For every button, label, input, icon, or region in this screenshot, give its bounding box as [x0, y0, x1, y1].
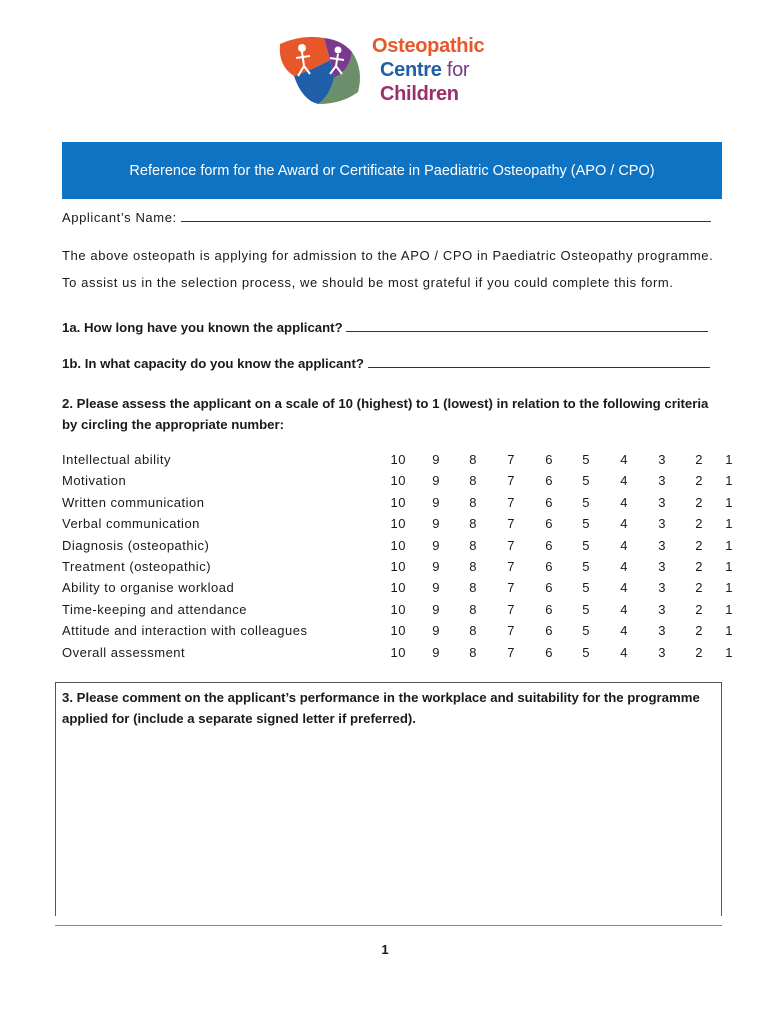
rating-option[interactable]: 2 — [695, 494, 703, 510]
rating-option[interactable]: 3 — [658, 473, 666, 489]
rating-option[interactable]: 6 — [545, 623, 553, 639]
rating-option[interactable]: 5 — [582, 494, 590, 510]
rating-option[interactable]: 4 — [620, 580, 628, 596]
logo-line2-text: Centre — [380, 59, 442, 81]
rating-option[interactable]: 1 — [725, 558, 733, 574]
rating-option[interactable]: 7 — [507, 537, 515, 553]
rating-option[interactable]: 5 — [582, 623, 590, 639]
rating-option[interactable]: 9 — [432, 558, 440, 574]
rating-row — [62, 558, 733, 580]
rating-option[interactable]: 5 — [582, 644, 590, 660]
rating-option[interactable]: 6 — [545, 473, 553, 489]
rating-option[interactable]: 1 — [725, 452, 733, 467]
rating-option[interactable]: 8 — [469, 494, 477, 510]
rating-option[interactable]: 2 — [695, 580, 703, 596]
rating-option[interactable]: 9 — [432, 580, 440, 596]
question-1a: 1a. How long have you known the applicant? — [62, 320, 343, 335]
rating-option[interactable]: 7 — [507, 516, 515, 532]
criterion-label: Treatment (osteopathic) — [62, 558, 212, 574]
rating-option[interactable]: 4 — [620, 644, 628, 660]
intro-line-1: The above osteopath is applying for admission to the APO / CPO in Paediatric Osteopathy programme. — [62, 248, 714, 263]
rating-option[interactable]: 5 — [582, 452, 590, 467]
rating-option[interactable]: 2 — [695, 644, 703, 660]
criterion-label: Ability to organise workload — [62, 580, 235, 596]
rating-option[interactable]: 1 — [725, 537, 733, 553]
rating-option[interactable]: 8 — [469, 601, 477, 617]
applicant-name-row — [62, 210, 711, 225]
question-1b-row — [62, 356, 710, 371]
intro-line-2: To assist us in the selection process, we should be most grateful if you could complete this form. — [62, 275, 674, 290]
rating-option[interactable]: 3 — [658, 494, 666, 510]
rating-option[interactable]: 3 — [658, 516, 666, 532]
rating-option[interactable]: 10 — [390, 537, 406, 553]
rating-row — [62, 623, 733, 644]
rating-option[interactable]: 6 — [545, 494, 553, 510]
rating-option[interactable]: 8 — [469, 516, 477, 532]
rating-option[interactable]: 2 — [695, 452, 703, 467]
question-1a-row — [62, 320, 708, 335]
rating-row — [62, 494, 733, 516]
rating-option[interactable]: 8 — [469, 473, 477, 489]
applicant-name-label: Applicant’s Name: — [62, 210, 177, 225]
rating-option[interactable]: 4 — [620, 537, 628, 553]
rating-option[interactable]: 5 — [582, 601, 590, 617]
question-1a-field[interactable] — [346, 320, 708, 332]
rating-option[interactable]: 6 — [545, 537, 553, 553]
rating-option[interactable]: 2 — [695, 623, 703, 639]
comments-box[interactable] — [55, 682, 722, 916]
rating-option[interactable]: 9 — [432, 644, 440, 660]
rating-option[interactable]: 3 — [658, 452, 666, 467]
rating-option[interactable]: 5 — [582, 580, 590, 596]
rating-option[interactable]: 10 — [390, 623, 406, 639]
rating-option[interactable]: 6 — [545, 644, 553, 660]
rating-option[interactable]: 8 — [469, 623, 477, 639]
rating-option[interactable]: 8 — [469, 644, 477, 660]
rating-option[interactable]: 5 — [582, 537, 590, 553]
criterion-label: Verbal communication — [62, 516, 200, 532]
rating-option[interactable]: 8 — [469, 558, 477, 574]
rating-option[interactable]: 7 — [507, 473, 515, 489]
rating-option[interactable]: 10 — [390, 558, 406, 574]
rating-option[interactable]: 9 — [432, 537, 440, 553]
rating-option[interactable]: 9 — [432, 494, 440, 510]
rating-option[interactable]: 2 — [695, 473, 703, 489]
rating-option[interactable]: 9 — [432, 601, 440, 617]
criterion-label: Attitude and interaction with colleagues — [62, 623, 308, 639]
rating-option[interactable]: 10 — [390, 644, 406, 660]
rating-option[interactable]: 3 — [658, 537, 666, 553]
rating-table — [62, 452, 733, 666]
rating-option[interactable]: 4 — [620, 494, 628, 510]
question-2: 2. Please assess the applicant on a scale of 10 (highest) to 1 (lowest) in relation to the following criteria by circling the appropriate number: — [62, 396, 709, 432]
rating-option[interactable]: 9 — [432, 623, 440, 639]
rating-row — [62, 537, 733, 559]
rating-option[interactable]: 5 — [582, 473, 590, 489]
criterion-label: Motivation — [62, 473, 127, 489]
rating-option[interactable]: 5 — [582, 558, 590, 574]
rating-row — [62, 644, 733, 666]
rating-option[interactable]: 6 — [545, 516, 553, 532]
rating-option[interactable]: 8 — [469, 452, 477, 467]
page-number: 1 — [381, 942, 389, 957]
rating-option[interactable]: 10 — [390, 580, 406, 596]
applicant-name-field[interactable] — [181, 210, 711, 222]
logo-text — [372, 34, 484, 106]
rating-row — [62, 516, 733, 537]
rating-option[interactable]: 3 — [658, 558, 666, 574]
rating-option[interactable]: 3 — [658, 601, 666, 617]
rating-option[interactable]: 1 — [725, 623, 733, 639]
logo-line3: Children — [380, 83, 459, 105]
form-title: Reference form for the Award or Certificate in Paediatric Osteopathy (APO / CPO) — [129, 162, 655, 179]
rating-option[interactable]: 1 — [725, 494, 733, 510]
rating-option[interactable]: 7 — [507, 494, 515, 510]
rating-option[interactable]: 10 — [390, 601, 406, 617]
rating-option[interactable]: 10 — [390, 473, 406, 489]
rating-row — [62, 580, 733, 601]
question-1b: 1b. In what capacity do you know the applicant? — [62, 356, 364, 371]
rating-option[interactable]: 10 — [390, 516, 406, 532]
rating-option[interactable]: 7 — [507, 558, 515, 574]
rating-option[interactable]: 1 — [725, 516, 733, 532]
rating-option[interactable]: 6 — [545, 580, 553, 596]
rating-option[interactable]: 1 — [725, 473, 733, 489]
rating-option[interactable]: 4 — [620, 558, 628, 574]
logo-figure-icon — [272, 30, 372, 108]
criterion-label: Written communication — [62, 494, 205, 510]
rating-option[interactable]: 7 — [507, 601, 515, 617]
rating-option[interactable]: 4 — [620, 601, 628, 617]
question-1b-field[interactable] — [368, 356, 710, 368]
rating-option[interactable]: 7 — [507, 580, 515, 596]
form-title-banner — [62, 142, 722, 199]
rating-option[interactable]: 9 — [432, 516, 440, 532]
rating-option[interactable]: 5 — [582, 516, 590, 532]
footer-divider — [55, 925, 722, 926]
rating-option[interactable]: 3 — [658, 580, 666, 596]
logo-line1: Osteopathic — [372, 35, 485, 57]
logo — [272, 30, 502, 108]
rating-option[interactable]: 7 — [507, 644, 515, 660]
rating-option[interactable]: 10 — [390, 494, 406, 510]
rating-option[interactable]: 10 — [390, 452, 406, 467]
rating-option[interactable]: 7 — [507, 623, 515, 639]
rating-option[interactable]: 3 — [658, 644, 666, 660]
criterion-label: Intellectual ability — [62, 452, 171, 467]
rating-option[interactable]: 6 — [545, 601, 553, 617]
rating-option[interactable]: 1 — [725, 644, 733, 660]
rating-option[interactable]: 6 — [545, 558, 553, 574]
criterion-label: Time-keeping and attendance — [62, 601, 248, 617]
rating-option[interactable]: 2 — [695, 601, 703, 617]
rating-option[interactable]: 4 — [620, 452, 628, 467]
rating-option[interactable]: 4 — [620, 516, 628, 532]
rating-row — [62, 601, 733, 623]
rating-option[interactable]: 3 — [658, 623, 666, 639]
rating-option[interactable]: 2 — [695, 516, 703, 532]
criterion-label: Diagnosis (osteopathic) — [62, 537, 210, 553]
logo-line2-for: for — [446, 59, 470, 81]
rating-option[interactable]: 1 — [725, 601, 733, 617]
rating-option[interactable]: 9 — [432, 452, 440, 467]
rating-option[interactable]: 4 — [620, 473, 628, 489]
question-3: 3. Please comment on the applicant’s performance in the workplace and suitability for the programme applied for (include a separate signed letter if preferred). — [62, 690, 700, 726]
rating-option[interactable]: 9 — [432, 473, 440, 489]
rating-option[interactable]: 4 — [620, 623, 628, 639]
rating-option[interactable]: 6 — [545, 452, 553, 467]
rating-option[interactable]: 2 — [695, 558, 703, 574]
rating-option[interactable]: 8 — [469, 537, 477, 553]
logo-line2 — [372, 58, 484, 82]
rating-option[interactable]: 1 — [725, 580, 733, 596]
rating-option[interactable]: 7 — [507, 452, 515, 467]
rating-row — [62, 452, 733, 473]
criterion-label: Overall assessment — [62, 644, 186, 660]
rating-row — [62, 473, 733, 494]
rating-option[interactable]: 8 — [469, 580, 477, 596]
rating-option[interactable]: 2 — [695, 537, 703, 553]
